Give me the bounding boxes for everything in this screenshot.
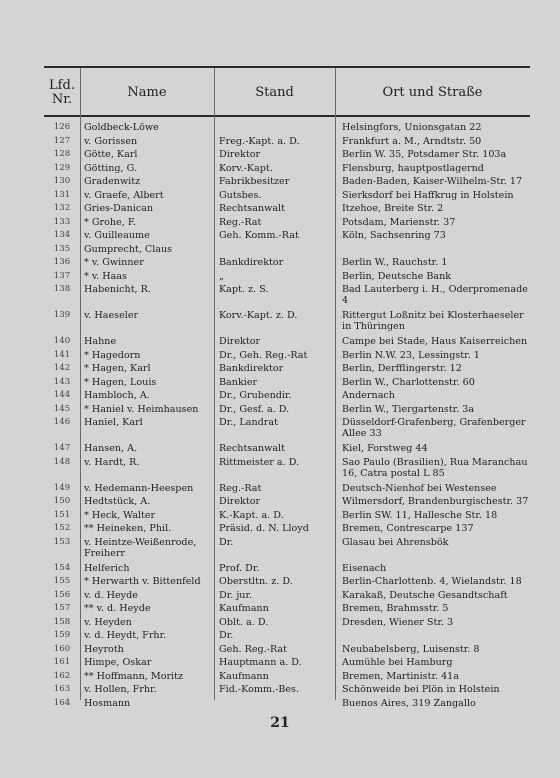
row-number: 131 — [53, 189, 71, 200]
member-rank: „ — [219, 270, 224, 282]
member-rank: Dr., Geh. Reg.-Rat — [219, 349, 308, 361]
table-row — [44, 698, 530, 712]
member-rank: Dr. — [219, 630, 234, 641]
header-ort: Ort und Straße — [382, 85, 483, 100]
row-number: 150 — [53, 496, 71, 506]
member-address: Buenos Aires, 319 Zangallo — [342, 697, 476, 709]
member-rank: Kaufmann — [219, 670, 269, 682]
member-name: * v. Gwinner — [84, 257, 144, 268]
table-row — [44, 363, 530, 377]
row-number: 138 — [53, 284, 71, 294]
table-row — [44, 537, 530, 563]
member-name: ** Hoffmann, Moritz — [84, 670, 184, 682]
member-name: Haniel, Karl — [84, 417, 143, 428]
member-rank: Reg.-Rat — [219, 482, 262, 494]
member-address: Rittergut Loßnitz bei Klosterhaeseler in Thüringen — [342, 310, 524, 332]
table-row — [44, 377, 530, 391]
member-name: v. Hollen, Frhr. — [84, 684, 157, 695]
member-name: ** Heineken, Phil. — [84, 523, 172, 534]
header-name: Name — [127, 85, 167, 100]
row-number: 142 — [53, 363, 71, 373]
member-address: Düsseldorf-Grafenberg, Grafenberger Allee 33 — [342, 417, 526, 439]
row-number: 145 — [53, 403, 71, 414]
table-row — [44, 390, 530, 404]
table-row — [44, 483, 530, 497]
member-rank: Hauptmann a. D. — [219, 657, 302, 668]
table-row — [44, 203, 530, 217]
member-rank: Gutsbes. — [219, 189, 262, 201]
member-address: Potsdam, Marienstr. 37 — [342, 216, 456, 228]
member-rank: Fabrikbesitzer — [219, 176, 290, 187]
member-rank: Rittmeister a. D. — [219, 456, 300, 468]
member-address: Karakaß, Deutsche Gesandtschaft — [342, 589, 508, 601]
member-rank: Dr. — [219, 536, 234, 548]
table-row — [44, 617, 530, 631]
row-number: 135 — [53, 243, 71, 254]
member-name: Heyroth — [84, 643, 124, 655]
row-number: 147 — [53, 443, 71, 453]
member-address: Kiel, Forstweg 44 — [342, 443, 428, 454]
table-row — [44, 443, 530, 457]
row-number: 144 — [53, 390, 71, 400]
table-row — [44, 271, 530, 285]
row-number: 160 — [53, 643, 71, 654]
member-rank: Kapt. z. S. — [219, 284, 269, 295]
member-address: Itzehoe, Breite Str. 2 — [342, 203, 444, 214]
member-address: Frankfurt a. M., Arndtstr. 50 — [342, 135, 482, 147]
member-rank: Reg.-Rat — [219, 216, 262, 228]
header-rule — [44, 115, 530, 117]
member-name: Hambloch, A. — [84, 390, 150, 401]
table-row — [44, 230, 530, 244]
member-rank: K.-Kapt. a. D. — [219, 509, 284, 521]
member-address: Helsingfors, Unionsgatan 22 — [342, 122, 482, 133]
table-row — [44, 684, 530, 698]
member-rank: Kaufmann — [219, 603, 269, 614]
table-row — [44, 136, 530, 150]
row-number: 154 — [53, 562, 71, 573]
member-name: Gumprecht, Claus — [84, 243, 173, 255]
member-address: Flensburg, hauptpostlagernd — [342, 162, 484, 174]
member-address: Berlin, Derfflingerstr. 12 — [342, 363, 462, 374]
member-name: Himpe, Oskar — [84, 657, 152, 668]
member-rank: Dr., Grubendir. — [219, 390, 292, 401]
member-address: Berlin-Charlottenb. 4, Wielandstr. 18 — [342, 576, 522, 587]
member-rank: Direktor — [219, 336, 261, 347]
member-rank: Rechtsanwalt — [219, 443, 285, 454]
member-address: Wilmersdorf, Brandenburgischestr. 37 — [342, 496, 529, 507]
member-name: * Hagedorn — [84, 349, 141, 361]
member-name: Götte, Karl — [84, 149, 138, 160]
member-rank: Fid.-Komm.-Bes. — [219, 684, 300, 695]
table-row — [44, 657, 530, 671]
member-address: Campe bei Stade, Haus Kaiserreichen — [342, 336, 528, 347]
table-row — [44, 163, 530, 177]
member-name: v. d. Heydt, Frhr. — [84, 630, 167, 641]
row-number: 162 — [53, 670, 71, 681]
member-name: * Heck, Walter — [84, 509, 156, 521]
member-name: v. d. Heyde — [84, 589, 138, 601]
table-row — [44, 284, 530, 310]
member-address: Deutsch-Nienhof bei Westensee — [342, 482, 497, 494]
member-address: Schönweide bei Plön in Holstein — [342, 684, 500, 695]
member-rank: Bankier — [219, 376, 258, 388]
member-name: Hansen, A. — [84, 443, 138, 454]
top-rule — [44, 66, 530, 68]
member-address: Glasau bei Ahrensbök — [342, 536, 449, 548]
member-address: Berlin W. 35, Potsdamer Str. 103a — [342, 149, 507, 160]
row-number: 161 — [53, 657, 71, 667]
member-name: Hedtstück, A. — [84, 496, 151, 507]
row-number: 164 — [53, 697, 71, 708]
row-number: 126 — [53, 122, 71, 132]
member-name: * Herwarth v. Bittenfeld — [84, 576, 201, 587]
table-row — [44, 590, 530, 604]
member-name: Götting, G. — [84, 162, 138, 174]
header-nr: Lfd. Nr. — [49, 78, 75, 107]
member-rank: Direktor — [219, 149, 261, 160]
table-row — [44, 149, 530, 163]
row-number: 140 — [53, 336, 71, 346]
row-number: 127 — [53, 135, 71, 146]
page-number: 21 — [270, 715, 290, 731]
table-row — [44, 244, 530, 258]
member-name: Gradenwitz — [84, 176, 141, 187]
table-row — [44, 257, 530, 271]
member-rank: Bankdirektor — [219, 363, 284, 374]
member-rank: Geh. Komm.-Rat — [219, 230, 299, 241]
member-address: Berlin SW. 11, Hallesche Str. 18 — [342, 509, 498, 521]
member-address: Eisenach — [342, 562, 387, 574]
member-address: Berlin W., Rauchstr. 1 — [342, 257, 448, 268]
table-row — [44, 523, 530, 537]
member-rank: Geh. Reg.-Rat — [219, 643, 287, 655]
table-row — [44, 563, 530, 577]
member-rank: Prof. Dr. — [219, 562, 260, 574]
member-rank: Oblt. a. D. — [219, 616, 269, 628]
row-number: 159 — [53, 630, 71, 640]
row-number: 141 — [53, 349, 71, 360]
row-number: 139 — [53, 310, 71, 320]
member-name: v. Hardt, R. — [84, 456, 140, 468]
member-name: Gries-Danican — [84, 203, 154, 214]
member-rank: Freg.-Kapt. a. D. — [219, 135, 300, 147]
table-row — [44, 603, 530, 617]
member-name: v. Gorissen — [84, 135, 138, 147]
member-name: v. Heintze-Weißenrode, Freiherr — [84, 536, 197, 559]
member-name: v. Hedemann-Heespen — [84, 482, 194, 494]
row-number: 128 — [53, 149, 71, 159]
member-rank: Präsid. d. N. Lloyd — [219, 523, 309, 534]
member-address: Aumühle bei Hamburg — [342, 657, 453, 668]
row-number: 146 — [53, 417, 71, 427]
member-name: Hahne — [84, 336, 117, 347]
member-name: v. Graefe, Albert — [84, 189, 164, 201]
member-rank: Korv.-Kapt. — [219, 162, 273, 174]
member-address: Berlin W., Tiergartenstr. 3a — [342, 403, 475, 415]
member-rank: Bankdirektor — [219, 257, 284, 268]
row-number: 148 — [53, 456, 71, 467]
row-number: 156 — [53, 589, 71, 600]
member-rank: Oberstltn. z. D. — [219, 576, 293, 587]
row-number: 137 — [53, 270, 71, 281]
member-name: * Hagen, Karl — [84, 363, 151, 374]
member-name: ** v. d. Heyde — [84, 603, 151, 614]
table-row — [44, 217, 530, 231]
member-name: Goldbeck-Löwe — [84, 122, 159, 133]
member-name: * Haniel v. Heimhausen — [84, 403, 199, 415]
member-name: Habenicht, R. — [84, 284, 151, 295]
member-rank: Direktor — [219, 496, 261, 507]
table-row — [44, 404, 530, 418]
member-rank: Rechtsanwalt — [219, 203, 285, 214]
row-number: 157 — [53, 603, 71, 613]
member-address: Bremen, Martinistr. 41a — [342, 670, 460, 682]
row-number: 133 — [53, 216, 71, 227]
table-row — [44, 644, 530, 658]
row-number: 152 — [53, 523, 71, 533]
member-address: Bad Lauterberg i. H., Oderpromenade 4 — [342, 284, 528, 306]
row-number: 149 — [53, 482, 71, 493]
header-stand: Stand — [255, 85, 294, 100]
table-row — [44, 630, 530, 644]
row-number: 151 — [53, 509, 71, 520]
member-address: Köln, Sachsenring 73 — [342, 230, 446, 241]
member-rank: Dr., Gesf. a. D. — [219, 403, 290, 415]
member-name: * v. Haas — [84, 270, 127, 282]
member-address: Berlin, Deutsche Bank — [342, 270, 452, 282]
member-address: Bremen, Contrescarpe 137 — [342, 523, 474, 534]
member-name: * Hagen, Louis — [84, 376, 157, 388]
row-number: 163 — [53, 684, 71, 694]
row-number: 130 — [53, 176, 71, 186]
member-address: Sierksdorf bei Haffkrug in Holstein — [342, 189, 514, 201]
table-row — [44, 510, 530, 524]
member-rank: Korv.-Kapt. z. D. — [219, 310, 298, 321]
row-number: 153 — [53, 536, 71, 547]
table-row — [44, 122, 530, 136]
table-row — [44, 336, 530, 350]
table-row — [44, 310, 530, 336]
member-address: Bremen, Brahmsstr. 5 — [342, 603, 449, 614]
table-row — [44, 176, 530, 190]
member-name: Hosmann — [84, 697, 131, 709]
member-name: v. Heyden — [84, 616, 132, 628]
table-row — [44, 671, 530, 685]
member-address: Berlin N.W. 23, Lessingstr. 1 — [342, 349, 480, 361]
member-address: Sao Paulo (Brasilien), Rua Maranchau 16, Catra postal L 85 — [342, 456, 528, 479]
member-name: Helferich — [84, 562, 130, 574]
table-row — [44, 457, 530, 483]
row-number: 129 — [53, 162, 71, 173]
table-row — [44, 417, 530, 443]
member-address: Dresden, Wiener Str. 3 — [342, 616, 454, 628]
table-row — [44, 496, 530, 510]
row-number: 158 — [53, 616, 71, 627]
member-name: v. Haeseler — [84, 310, 139, 321]
row-number: 132 — [53, 203, 71, 213]
row-number: 143 — [53, 376, 71, 387]
table-row — [44, 190, 530, 204]
member-address: Andernach — [342, 390, 395, 401]
member-rank: Dr. jur. — [219, 589, 253, 601]
member-rank: Dr., Landrat — [219, 417, 278, 428]
member-address: Neubabelsberg, Luisenstr. 8 — [342, 643, 480, 655]
table-row — [44, 350, 530, 364]
row-number: 155 — [53, 576, 71, 586]
member-address: Berlin W., Charlottenstr. 60 — [342, 376, 475, 388]
row-number: 134 — [53, 230, 71, 240]
member-name: * Grohe, F. — [84, 216, 137, 228]
table-row — [44, 576, 530, 590]
member-address: Baden-Baden, Kaiser-Wilhelm-Str. 17 — [342, 176, 523, 187]
row-number: 136 — [53, 257, 71, 267]
member-name: v. Guilleaume — [84, 230, 150, 241]
